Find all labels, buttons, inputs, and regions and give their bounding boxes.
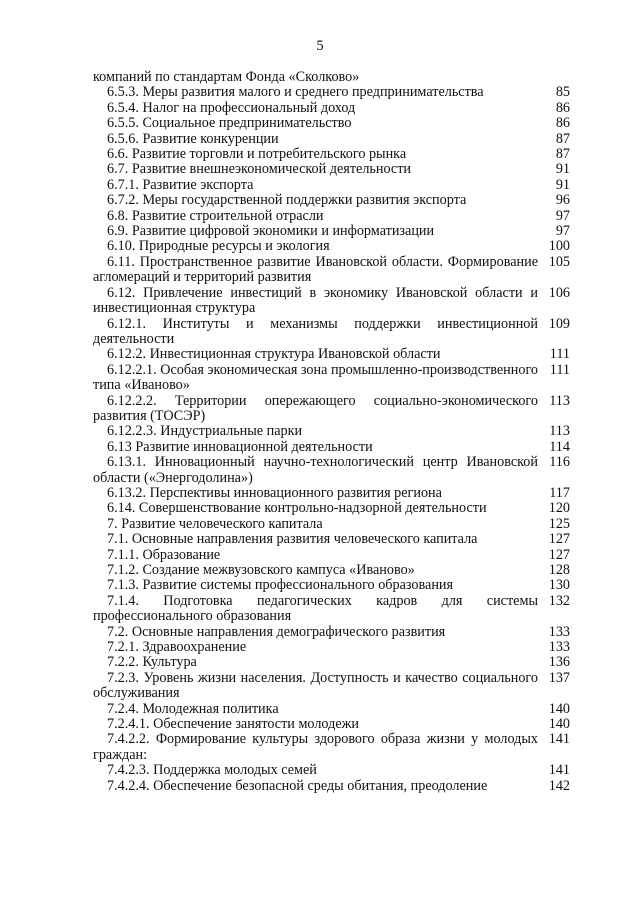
toc-entry-title: 6.12.2.1. Особая экономическая зона промышленно-производственного типа «Иваново»: [93, 361, 539, 394]
toc-entry-title: 6.14. Совершенствование контрольно-надзорной деятельности: [107, 500, 487, 517]
toc-entry-page: 85: [555, 84, 570, 101]
toc-entry: [93, 147, 570, 162]
toc-entry-title: 7.2.3. Уровень жизни населения. Доступность и качество социального обслуживания: [93, 669, 538, 702]
toc-entry-title: 7.1.4. Подготовка педагогических кадров для системы профессионального образования: [93, 592, 538, 625]
toc-entry-title: 6.5.4. Налог на профессиональный доход: [107, 99, 356, 116]
toc-entry-page: 142: [548, 777, 570, 794]
toc-entry-page: 97: [555, 223, 570, 240]
toc-entry: [93, 178, 570, 193]
toc-entry: [93, 116, 570, 131]
toc-entry-title: 6.10. Природные ресурсы и экология: [107, 238, 330, 255]
toc-entry-title: 7.2.4. Молодежная политика: [107, 700, 279, 717]
toc-entry: [93, 640, 570, 655]
toc-entry: [93, 655, 570, 670]
toc-entry: [93, 779, 570, 794]
toc-entry-title: 6.7.2. Меры государственной поддержки развития экспорта: [107, 192, 467, 209]
toc-entry-page: 100: [548, 238, 570, 255]
toc-entry-page: 140: [548, 700, 570, 717]
toc-entry-page: 137: [548, 669, 570, 686]
toc-entry-page: 91: [555, 176, 570, 193]
toc-entry-title: 6.13.2. Перспективы инновационного развития региона: [107, 484, 442, 501]
toc-entry-title: 6.12. Привлечение инвестиций в экономику Ивановской области и инвестиционная структура: [93, 284, 538, 317]
toc-entry-page: 125: [548, 515, 570, 532]
toc-entry: [93, 193, 570, 208]
toc-entry-title: 6.11. Пространственное развитие Ивановской области. Формирование агломераций и территорий развития: [93, 253, 538, 286]
toc-entry-page: 96: [555, 192, 570, 209]
toc-entry: [93, 132, 570, 147]
toc-entry: [93, 239, 570, 254]
toc-entry-page: 86: [555, 115, 570, 132]
toc-entry-title: 6.13.1. Инновационный научно-технологический центр Ивановской области («Энергодолина»): [93, 454, 538, 486]
toc-entry-title: 7.4.2.2. Формирование культуры здорового образа жизни у молодых граждан:: [93, 731, 538, 763]
page-number: 5: [316, 38, 324, 54]
table-of-contents: [93, 70, 570, 794]
toc-entry-page: 133: [548, 623, 570, 640]
toc-entry: [93, 224, 570, 239]
toc-entry-title: 6.9. Развитие цифровой экономики и информатизации: [107, 223, 435, 240]
toc-entry-page: 91: [555, 161, 570, 178]
toc-entry-title: 7.1.3. Развитие системы профессионального образования: [107, 577, 454, 594]
toc-entry-page: 130: [548, 577, 570, 594]
toc-entry-title: 6.5.5. Социальное предпринимательство: [107, 115, 352, 132]
toc-entry-page: 113: [549, 423, 570, 440]
toc-entry-title: 7.2.4.1. Обеспечение занятости молодежи: [107, 716, 360, 733]
toc-entry-title: 7.2. Основные направления демографического развития: [107, 623, 446, 640]
toc-entry-page: 111: [549, 361, 570, 378]
toc-entry: [93, 548, 570, 563]
toc-entry: [93, 440, 570, 455]
toc-entry-title: 7. Развитие человеческого капитала: [107, 515, 323, 532]
toc-entry: [93, 85, 570, 100]
toc-entry-title: компаний по стандартам Фонда «Сколково»: [93, 69, 360, 85]
toc-entry-page: 141: [548, 731, 570, 748]
toc-entry-page: 117: [549, 484, 570, 501]
toc-entry-title: 7.2.1. Здравоохранение: [107, 639, 247, 656]
toc-entry-page: 87: [555, 130, 570, 147]
toc-entry: [93, 702, 570, 717]
toc-entry-title: 7.4.2.4. Обеспечение безопасной среды обитания, преодоление: [107, 777, 488, 794]
toc-entry-title: 6.7. Развитие внешнеэкономической деятельности: [107, 161, 411, 178]
toc-entry: [93, 394, 570, 425]
toc-entry-page: 128: [548, 562, 570, 578]
toc-entry-page: 109: [548, 315, 570, 332]
toc-entry: [93, 578, 570, 593]
toc-entry-title: 6.12.2.3. Индустриальные парки: [107, 423, 303, 440]
toc-entry: [93, 671, 570, 702]
toc-entry-title: 7.1.2. Создание межвузовского кампуса «Иваново»: [107, 562, 415, 578]
toc-entry-page: 106: [548, 284, 570, 301]
toc-entry-page: 87: [555, 146, 570, 163]
toc-entry-page: 140: [548, 716, 570, 733]
toc-entry: [93, 101, 570, 116]
toc-entry: [93, 763, 570, 778]
toc-entry: [93, 532, 570, 547]
toc-entry: [93, 717, 570, 732]
toc-entry: [93, 501, 570, 516]
toc-entry: [93, 317, 570, 348]
toc-entry-title: 6.13 Развитие инновационной деятельности: [107, 438, 373, 455]
toc-entry-page: 132: [548, 592, 570, 609]
toc-entry-page: 86: [555, 99, 570, 116]
toc-entry: [93, 70, 570, 85]
toc-entry-title: 6.12.2. Инвестиционная структура Ивановской области: [107, 346, 441, 363]
toc-entry: [93, 486, 570, 501]
toc-entry-page: 133: [548, 639, 570, 656]
toc-entry-title: 7.2.2. Культура: [107, 654, 197, 671]
toc-entry-title: 6.5.6. Развитие конкуренции: [107, 130, 279, 147]
toc-entry-page: 116: [549, 454, 570, 471]
toc-entry-title: 7.1. Основные направления развития человеческого капитала: [107, 531, 478, 548]
toc-entry-title: 6.12.1. Институты и механизмы поддержки инвестиционной деятельности: [93, 315, 538, 347]
toc-entry-title: 7.4.2.3. Поддержка молодых семей: [107, 762, 317, 779]
toc-entry-page: 127: [548, 531, 570, 548]
toc-entry-title: 6.5.3. Меры развития малого и среднего предпринимательства: [107, 84, 484, 101]
toc-entry-page: 127: [548, 546, 570, 563]
toc-entry: [93, 517, 570, 532]
toc-entry: [93, 286, 570, 317]
toc-entry: [93, 424, 570, 439]
toc-entry: [93, 563, 570, 578]
toc-entry: [93, 594, 570, 625]
toc-entry-page: 111: [549, 346, 570, 363]
toc-entry-title: 6.8. Развитие строительной отрасли: [107, 207, 324, 224]
toc-entry: [93, 255, 570, 286]
toc-entry-page: 114: [549, 438, 570, 455]
toc-entry: [93, 363, 570, 394]
toc-entry-page: 105: [548, 253, 570, 270]
toc-entry-page: 113: [549, 392, 570, 409]
toc-entry-title: 6.6. Развитие торговли и потребительского рынка: [107, 146, 407, 163]
toc-entry: [93, 455, 570, 486]
toc-entry-title: 6.7.1. Развитие экспорта: [107, 176, 254, 193]
toc-entry: [93, 162, 570, 177]
toc-entry-title: 7.1.1. Образование: [107, 546, 221, 563]
toc-entry-page: 97: [555, 207, 570, 224]
toc-entry: [93, 732, 570, 763]
toc-entry-page: 141: [548, 762, 570, 779]
toc-entry-title: 6.12.2.2. Территории опережающего социально-экономического развития (ТОСЭР): [93, 392, 538, 424]
toc-entry-page: 136: [548, 654, 570, 671]
toc-entry: [93, 209, 570, 224]
toc-entry: [93, 625, 570, 640]
toc-entry: [93, 347, 570, 362]
toc-entry-page: 120: [548, 500, 570, 517]
